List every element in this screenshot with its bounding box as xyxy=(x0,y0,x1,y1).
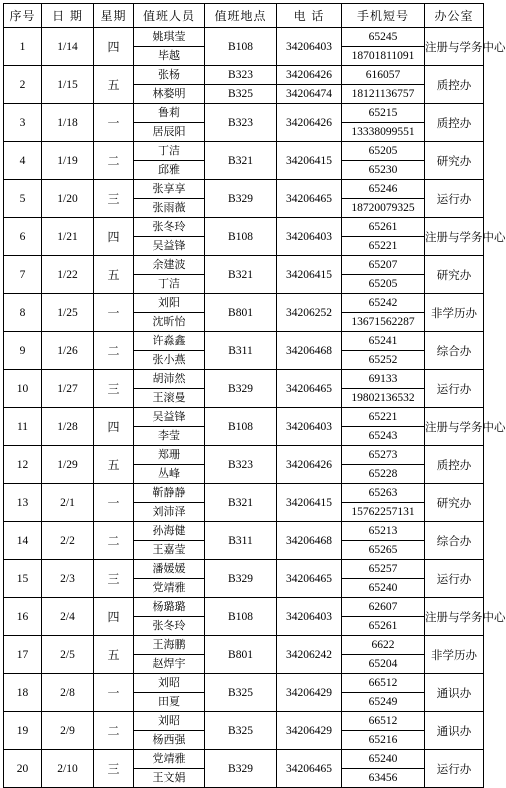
cell-staff: 张杨 xyxy=(134,66,205,85)
cell-no: 9 xyxy=(4,332,42,370)
cell-date: 1/27 xyxy=(42,370,94,408)
cell-weekday: 一 xyxy=(94,674,134,712)
cell-staff: 李莹 xyxy=(134,427,205,446)
cell-mobile: 65204 xyxy=(342,655,425,674)
cell-mobile: 65242 xyxy=(342,294,425,313)
cell-mobile: 65221 xyxy=(342,408,425,427)
cell-phone: 34206252 xyxy=(277,294,342,332)
cell-location: B323 xyxy=(205,446,277,484)
cell-location: B325 xyxy=(205,712,277,750)
cell-date: 1/29 xyxy=(42,446,94,484)
cell-mobile: 65261 xyxy=(342,218,425,237)
cell-location: B329 xyxy=(205,370,277,408)
cell-mobile: 65207 xyxy=(342,256,425,275)
cell-location: B311 xyxy=(205,522,277,560)
cell-office: 通识办 xyxy=(425,712,484,750)
table-row xyxy=(4,142,484,161)
cell-phone: 34206415 xyxy=(277,484,342,522)
cell-location: B321 xyxy=(205,142,277,180)
cell-mobile: 18720079325 xyxy=(342,199,425,218)
cell-location: B108 xyxy=(205,408,277,446)
cell-staff: 沈昕怡 xyxy=(134,313,205,332)
cell-staff: 吴益锋 xyxy=(134,237,205,256)
cell-staff: 郑珊 xyxy=(134,446,205,465)
cell-staff: 潘媛媛 xyxy=(134,560,205,579)
cell-location: B325 xyxy=(205,674,277,712)
cell-mobile: 15762257131 xyxy=(342,503,425,522)
cell-weekday: 一 xyxy=(94,104,134,142)
cell-mobile: 65221 xyxy=(342,237,425,256)
cell-weekday: 五 xyxy=(94,66,134,104)
cell-no: 11 xyxy=(4,408,42,446)
cell-office: 质控办 xyxy=(425,104,484,142)
cell-staff: 刘沛泽 xyxy=(134,503,205,522)
cell-mobile: 6622 xyxy=(342,636,425,655)
cell-weekday: 二 xyxy=(94,712,134,750)
cell-weekday: 二 xyxy=(94,522,134,560)
cell-phone: 34206465 xyxy=(277,370,342,408)
cell-phone: 34206415 xyxy=(277,142,342,180)
header-staff: 值班人员 xyxy=(134,4,205,28)
cell-no: 19 xyxy=(4,712,42,750)
cell-weekday: 四 xyxy=(94,218,134,256)
table-row xyxy=(4,636,484,655)
table-row xyxy=(4,484,484,503)
cell-office: 运行办 xyxy=(425,180,484,218)
cell-staff: 刘阳 xyxy=(134,294,205,313)
cell-date: 1/26 xyxy=(42,332,94,370)
cell-mobile: 18701811091 xyxy=(342,47,425,66)
cell-weekday: 五 xyxy=(94,256,134,294)
cell-location: B323 xyxy=(205,104,277,142)
cell-staff: 张享享 xyxy=(134,180,205,199)
cell-weekday: 三 xyxy=(94,750,134,788)
cell-office: 综合办 xyxy=(425,522,484,560)
cell-staff: 张冬玲 xyxy=(134,218,205,237)
cell-location: B108 xyxy=(205,28,277,66)
table-row xyxy=(4,28,484,47)
cell-date: 1/25 xyxy=(42,294,94,332)
cell-no: 1 xyxy=(4,28,42,66)
table-row xyxy=(4,218,484,237)
cell-no: 7 xyxy=(4,256,42,294)
cell-staff: 王嘉莹 xyxy=(134,541,205,560)
cell-staff: 赵焊宇 xyxy=(134,655,205,674)
cell-weekday: 四 xyxy=(94,598,134,636)
cell-date: 2/5 xyxy=(42,636,94,674)
cell-date: 2/4 xyxy=(42,598,94,636)
table-row xyxy=(4,256,484,275)
cell-phone: 34206426 xyxy=(277,66,342,85)
cell-location: B801 xyxy=(205,294,277,332)
cell-mobile: 65257 xyxy=(342,560,425,579)
cell-staff: 王滚曼 xyxy=(134,389,205,408)
cell-mobile: 65252 xyxy=(342,351,425,370)
cell-weekday: 四 xyxy=(94,28,134,66)
cell-no: 20 xyxy=(4,750,42,788)
cell-no: 15 xyxy=(4,560,42,598)
cell-staff: 林婺明 xyxy=(134,85,205,104)
cell-mobile: 63456 xyxy=(342,769,425,788)
cell-weekday: 三 xyxy=(94,560,134,598)
cell-no: 14 xyxy=(4,522,42,560)
header-office: 办公室 xyxy=(425,4,484,28)
cell-mobile: 616057 xyxy=(342,66,425,85)
cell-staff: 刘昭 xyxy=(134,712,205,731)
cell-phone: 34206429 xyxy=(277,712,342,750)
cell-staff: 毕越 xyxy=(134,47,205,66)
cell-weekday: 三 xyxy=(94,370,134,408)
cell-weekday: 二 xyxy=(94,332,134,370)
table-body xyxy=(4,28,506,788)
cell-office: 质控办 xyxy=(425,446,484,484)
cell-phone: 34206474 xyxy=(277,85,342,104)
cell-no: 13 xyxy=(4,484,42,522)
cell-staff: 张小燕 xyxy=(134,351,205,370)
cell-mobile: 65273 xyxy=(342,446,425,465)
cell-date: 2/10 xyxy=(42,750,94,788)
cell-mobile: 18121136757 xyxy=(342,85,425,104)
cell-staff: 党靖雅 xyxy=(134,579,205,598)
cell-location: B325 xyxy=(205,85,277,104)
cell-mobile: 66512 xyxy=(342,674,425,693)
cell-office: 质控办 xyxy=(425,66,484,104)
cell-office: 综合办 xyxy=(425,332,484,370)
cell-date: 1/19 xyxy=(42,142,94,180)
cell-office: 非学历办 xyxy=(425,636,484,674)
table-row xyxy=(4,560,484,579)
cell-weekday: 四 xyxy=(94,408,134,446)
cell-staff: 党靖雅 xyxy=(134,750,205,769)
cell-weekday: 二 xyxy=(94,142,134,180)
cell-no: 2 xyxy=(4,66,42,104)
cell-office: 非学历办 xyxy=(425,294,484,332)
cell-phone: 34206465 xyxy=(277,180,342,218)
cell-mobile: 65215 xyxy=(342,104,425,123)
cell-staff: 杨璐璐 xyxy=(134,598,205,617)
cell-mobile: 65205 xyxy=(342,142,425,161)
cell-date: 1/14 xyxy=(42,28,94,66)
cell-staff: 胡沛然 xyxy=(134,370,205,389)
cell-staff: 居辰阳 xyxy=(134,123,205,142)
cell-mobile: 65265 xyxy=(342,541,425,560)
table-row xyxy=(4,598,484,617)
cell-mobile: 65240 xyxy=(342,579,425,598)
cell-mobile: 65205 xyxy=(342,275,425,294)
duty-schedule-table xyxy=(3,3,506,788)
cell-office: 研究办 xyxy=(425,484,484,522)
cell-mobile: 13338099551 xyxy=(342,123,425,142)
cell-mobile: 66512 xyxy=(342,712,425,731)
cell-date: 2/9 xyxy=(42,712,94,750)
cell-mobile: 65263 xyxy=(342,484,425,503)
cell-no: 8 xyxy=(4,294,42,332)
cell-staff: 邱雅 xyxy=(134,161,205,180)
cell-staff: 靳静静 xyxy=(134,484,205,503)
cell-location: B108 xyxy=(205,218,277,256)
cell-office: 注册与学务中心 xyxy=(425,408,484,446)
cell-phone: 34206403 xyxy=(277,598,342,636)
cell-date: 1/21 xyxy=(42,218,94,256)
cell-date: 2/1 xyxy=(42,484,94,522)
cell-location: B108 xyxy=(205,598,277,636)
cell-phone: 34206426 xyxy=(277,446,342,484)
table-row xyxy=(4,104,484,123)
cell-date: 2/2 xyxy=(42,522,94,560)
cell-phone: 34206465 xyxy=(277,560,342,598)
cell-no: 6 xyxy=(4,218,42,256)
header-no: 序号 xyxy=(4,4,42,28)
cell-date: 1/28 xyxy=(42,408,94,446)
header-mobile: 手机短号 xyxy=(342,4,425,28)
cell-mobile: 65216 xyxy=(342,731,425,750)
table-row xyxy=(4,712,484,731)
cell-no: 18 xyxy=(4,674,42,712)
cell-mobile: 65243 xyxy=(342,427,425,446)
cell-office: 注册与学务中心 xyxy=(425,598,484,636)
cell-weekday: 五 xyxy=(94,446,134,484)
cell-staff: 丛峰 xyxy=(134,465,205,484)
cell-office: 运行办 xyxy=(425,750,484,788)
cell-staff: 张雨薇 xyxy=(134,199,205,218)
table-row xyxy=(4,522,484,541)
cell-location: B329 xyxy=(205,560,277,598)
cell-office: 运行办 xyxy=(425,560,484,598)
cell-office: 注册与学务中心 xyxy=(425,28,484,66)
cell-mobile: 69133 xyxy=(342,370,425,389)
cell-mobile: 13671562287 xyxy=(342,313,425,332)
header-phone: 电 话 xyxy=(277,4,342,28)
cell-date: 1/18 xyxy=(42,104,94,142)
cell-phone: 34206468 xyxy=(277,522,342,560)
cell-staff: 许淼鑫 xyxy=(134,332,205,351)
cell-phone: 34206426 xyxy=(277,104,342,142)
cell-staff: 姚琪莹 xyxy=(134,28,205,47)
cell-staff: 王海鹏 xyxy=(134,636,205,655)
cell-office: 研究办 xyxy=(425,256,484,294)
table-row xyxy=(4,370,484,389)
cell-mobile: 65240 xyxy=(342,750,425,769)
cell-phone: 34206403 xyxy=(277,218,342,256)
cell-mobile: 65213 xyxy=(342,522,425,541)
table-row xyxy=(4,332,484,351)
cell-location: B329 xyxy=(205,750,277,788)
cell-no: 5 xyxy=(4,180,42,218)
header-date: 日 期 xyxy=(42,4,94,28)
cell-mobile: 65230 xyxy=(342,161,425,180)
cell-mobile: 65261 xyxy=(342,617,425,636)
cell-phone: 34206415 xyxy=(277,256,342,294)
cell-no: 10 xyxy=(4,370,42,408)
cell-mobile: 19802136532 xyxy=(342,389,425,408)
cell-office: 运行办 xyxy=(425,370,484,408)
cell-office: 通识办 xyxy=(425,674,484,712)
cell-date: 2/8 xyxy=(42,674,94,712)
cell-staff: 田夏 xyxy=(134,693,205,712)
cell-no: 4 xyxy=(4,142,42,180)
cell-phone: 34206468 xyxy=(277,332,342,370)
cell-weekday: 一 xyxy=(94,294,134,332)
cell-date: 1/22 xyxy=(42,256,94,294)
cell-staff: 吴益锋 xyxy=(134,408,205,427)
cell-location: B321 xyxy=(205,484,277,522)
cell-phone: 34206242 xyxy=(277,636,342,674)
cell-mobile: 62607 xyxy=(342,598,425,617)
cell-staff: 刘昭 xyxy=(134,674,205,693)
cell-staff: 孙海健 xyxy=(134,522,205,541)
cell-staff: 杨西强 xyxy=(134,731,205,750)
cell-phone: 34206403 xyxy=(277,28,342,66)
cell-phone: 34206465 xyxy=(277,750,342,788)
cell-staff: 鲁莉 xyxy=(134,104,205,123)
header-location: 值班地点 xyxy=(205,4,277,28)
cell-staff: 张冬玲 xyxy=(134,617,205,636)
cell-mobile: 65228 xyxy=(342,465,425,484)
cell-mobile: 65241 xyxy=(342,332,425,351)
cell-no: 17 xyxy=(4,636,42,674)
cell-office: 研究办 xyxy=(425,142,484,180)
header-weekday: 星期 xyxy=(94,4,134,28)
cell-location: B323 xyxy=(205,66,277,85)
cell-weekday: 三 xyxy=(94,180,134,218)
cell-weekday: 五 xyxy=(94,636,134,674)
cell-phone: 34206403 xyxy=(277,408,342,446)
cell-staff: 王文娟 xyxy=(134,769,205,788)
cell-no: 3 xyxy=(4,104,42,142)
table-row xyxy=(4,446,484,465)
cell-no: 12 xyxy=(4,446,42,484)
cell-date: 1/15 xyxy=(42,66,94,104)
cell-mobile: 65246 xyxy=(342,180,425,199)
cell-staff: 余建波 xyxy=(134,256,205,275)
cell-mobile: 65249 xyxy=(342,693,425,712)
table-row xyxy=(4,750,484,769)
cell-staff: 丁洁 xyxy=(134,142,205,161)
cell-location: B801 xyxy=(205,636,277,674)
table-row xyxy=(4,180,484,199)
table-row xyxy=(4,408,484,427)
cell-phone: 34206429 xyxy=(277,674,342,712)
cell-location: B329 xyxy=(205,180,277,218)
cell-staff: 丁洁 xyxy=(134,275,205,294)
cell-date: 2/3 xyxy=(42,560,94,598)
header-row xyxy=(4,4,484,28)
cell-no: 16 xyxy=(4,598,42,636)
table-row xyxy=(4,674,484,693)
cell-mobile: 65245 xyxy=(342,28,425,47)
table-row xyxy=(4,66,484,85)
table-row xyxy=(4,294,484,313)
cell-weekday: 一 xyxy=(94,484,134,522)
cell-location: B321 xyxy=(205,256,277,294)
cell-date: 1/20 xyxy=(42,180,94,218)
cell-office: 注册与学务中心 xyxy=(425,218,484,256)
cell-location: B311 xyxy=(205,332,277,370)
